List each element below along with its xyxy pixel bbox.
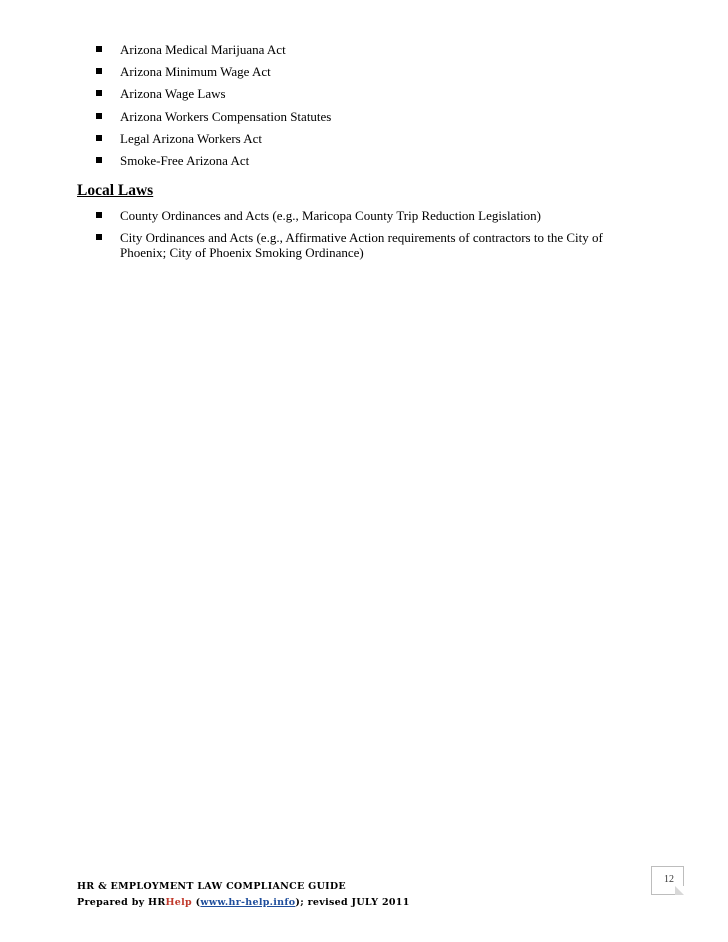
square-bullet-icon: [96, 135, 102, 141]
footer-open-paren: (: [192, 897, 201, 908]
footer-title: HR & EMPLOYMENT LAW COMPLIANCE GUIDE: [77, 881, 346, 892]
list-item: [96, 86, 636, 102]
local-laws-heading: Local Laws: [77, 182, 154, 199]
list-item: [96, 153, 636, 169]
list-item-text: County Ordinances and Acts (e.g., Maricopa County Trip Reduction Legislation): [120, 208, 541, 223]
square-bullet-icon: [96, 234, 102, 240]
list-item-text: Smoke-Free Arizona Act: [120, 152, 250, 168]
list-item-text: Arizona Minimum Wage Act: [120, 64, 271, 80]
square-bullet-icon: [96, 90, 102, 96]
square-bullet-icon: [96, 68, 102, 74]
footer-website-link[interactable]: www.hr-help.info: [200, 897, 296, 908]
list-item: [96, 230, 636, 261]
list-item: [96, 109, 636, 125]
list-item-text: Arizona Medical Marijuana Act: [120, 42, 286, 57]
page-number-box: [651, 866, 684, 895]
footer-brand-help: Help: [165, 897, 193, 908]
list-item: [96, 131, 636, 147]
square-bullet-icon: [96, 113, 102, 119]
page-number: 12: [664, 874, 674, 885]
footer: [77, 879, 410, 911]
local-laws-list: [96, 208, 636, 267]
footer-revised: ); revised JULY 2011: [295, 897, 410, 908]
list-item-text: Arizona Workers Compensation Statutes: [120, 108, 332, 124]
footer-prepared-line: [77, 895, 410, 911]
page-curl-icon: [675, 886, 684, 895]
list-item-text: Legal Arizona Workers Act: [120, 130, 263, 146]
square-bullet-icon: [96, 212, 102, 218]
list-item: [96, 64, 636, 80]
list-item: [96, 42, 636, 58]
list-item-text: City Ordinances and Acts (e.g., Affirmative Action requirements of contractors to the City of Phoenix; City of Phoenix Smoking Ordinance): [120, 229, 603, 260]
state-laws-list: [96, 42, 636, 175]
list-item-text: Arizona Wage Laws: [120, 86, 226, 102]
square-bullet-icon: [96, 157, 102, 163]
list-item: [96, 208, 636, 224]
footer-prepared-prefix: Prepared by HR: [77, 897, 166, 908]
square-bullet-icon: [96, 46, 102, 52]
